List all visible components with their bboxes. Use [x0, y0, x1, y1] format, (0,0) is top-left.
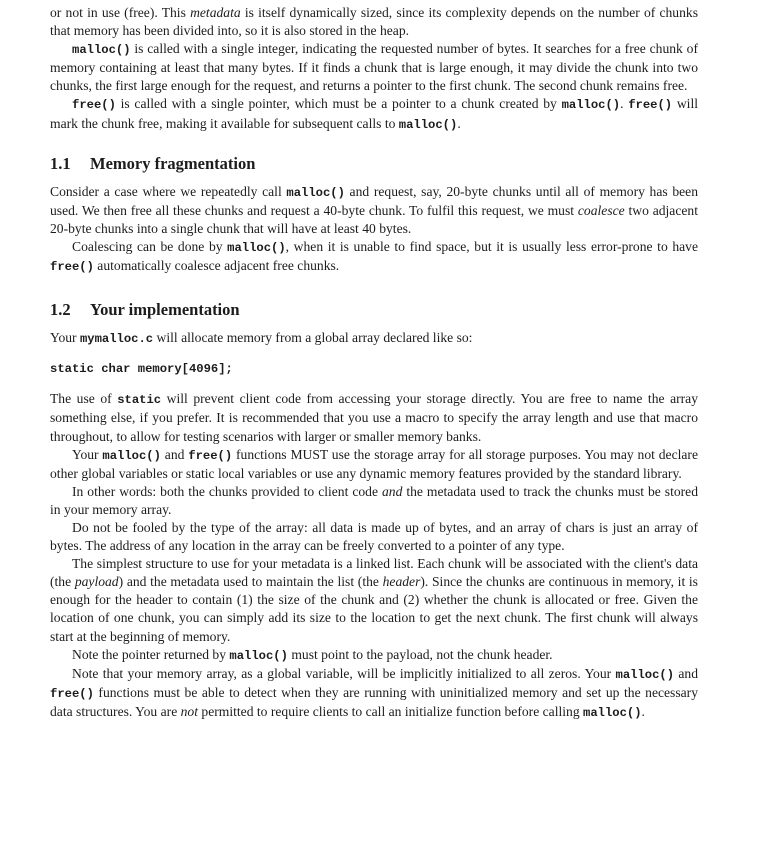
inline-code: malloc() [229, 648, 288, 663]
paragraph [50, 390, 698, 445]
inline-code: malloc() [615, 667, 675, 682]
text-run: functions MUST use the storage array for all storage purposes. You may not declare other global variables or static local variables or use any dynamic memory features provided by the standard library. [50, 446, 698, 481]
text-run: ). Since the chunks are continuous in memory, it is enough for the header to contain (1) the size of the chunk and (2) whether the chunk is allocated or free. Given the location of one chunk, you can simply add its size to the location to get the next chunk. The first chunk will always start at the beginning of memory. [50, 574, 698, 644]
inline-code: free() [628, 98, 673, 113]
text-run: the metadata used to track the chunks must be stored in your memory array. [50, 483, 698, 517]
text-run: will mark the chunk free, making it available for subsequent calls to [50, 96, 699, 131]
text-run: , when it is unable to find space, but it is usually less error-prone to have [285, 238, 699, 254]
section-number: 1.1 [50, 153, 71, 173]
text-run: will prevent client code from accessing your storage directly. You are free to name the array something else, if you prefer. It is recommended that you use a macro to specify the array length and use that macro throughout, to allow for testing scenarios with larger or smaller memory banks. [50, 391, 698, 444]
text-run: Do not be fooled by the type of the array: all data is made up of bytes, and an array of chars is just an array of bytes. The address of any location in the array can be freely converted to a pointer of any type. [50, 519, 698, 554]
code-block: static char memory[4096]; [50, 362, 233, 377]
inline-code: malloc() [227, 240, 286, 255]
inline-code: free() [188, 448, 233, 463]
inline-code: free() [72, 98, 116, 113]
text-run: ) and the metadata used to maintain the list (the [118, 574, 383, 590]
emphasis-text: coalesce [577, 202, 625, 218]
section-heading [50, 154, 698, 174]
text-run: The simplest structure to use for your metadata is a linked list. Each chunk will be associated with the client's data (the [50, 556, 698, 590]
text-run: and [674, 665, 698, 681]
text-run: Consider a case where we repeatedly call [50, 183, 287, 199]
text-run: . [457, 115, 461, 131]
text-run: will allocate memory from a global array declared like so: [153, 330, 473, 346]
paragraph [50, 329, 698, 348]
text-run: permitted to require clients to call an initialize function before calling [198, 703, 584, 719]
text-run: Note that your memory array, as a global variable, will be implicitly initialized to all zeros. Your [72, 665, 616, 681]
text-run: is called with a single integer, indicating the requested number of bytes. It searches for a free chunk of memory containing at least that many bytes. If it finds a chunk that is large enough, it may divide the chunk into two chunks, the first large enough for the request, and returns a pointer to the first chunk. The second chunk remains free. [50, 41, 698, 94]
text-run: and [160, 446, 189, 462]
text-run: . [641, 703, 645, 719]
text-run: Your [72, 446, 103, 462]
text-run: Your [50, 330, 80, 346]
inline-code: malloc() [398, 117, 458, 132]
paragraph [50, 40, 698, 95]
inline-code: free() [50, 260, 94, 275]
text-run: In other words: both the chunks provided to client code [72, 483, 382, 499]
text-run: The use of [50, 391, 118, 407]
inline-code: static [117, 393, 162, 408]
inline-code: malloc() [102, 448, 161, 463]
inline-code: malloc() [561, 98, 621, 113]
emphasis-text: payload [74, 574, 119, 590]
text-run: . [620, 96, 629, 112]
paragraph [50, 4, 698, 40]
paragraph [50, 183, 698, 238]
paragraph [50, 95, 698, 133]
emphasis-text: not [180, 703, 198, 719]
inline-code: mymalloc.c [79, 332, 154, 347]
section-heading [50, 300, 698, 320]
text-run: must point to the payload, not the chunk header. [287, 646, 553, 662]
emphasis-text: metadata [190, 5, 241, 20]
text-run: automatically coalesce adjacent free chunks. [93, 258, 340, 274]
inline-code: malloc() [72, 43, 131, 58]
paragraph [50, 555, 698, 645]
text-run: or not in use (free). This [50, 5, 191, 20]
inline-code: malloc() [286, 185, 345, 200]
text-run: two adjacent 20-byte chunks into a single chunk that will have at least 40 bytes. [50, 202, 698, 236]
text-run: functions must be able to detect when they are running with uninitialized memory and set up the necessary data structures. You are [50, 684, 698, 719]
paragraph [50, 665, 698, 722]
inline-code: malloc() [583, 705, 642, 720]
section-title: Memory fragmentation [90, 153, 256, 173]
text-run: Note the pointer returned by [72, 646, 230, 662]
section-title: Your implementation [90, 300, 240, 320]
text-run: and request, say, 20-byte chunks until all of memory has been used. We then free all these chunks and request a 40-byte chunk. To fulfil this request, we must [50, 183, 698, 218]
text-run: Coalescing can be done by [72, 238, 228, 254]
paragraph [50, 519, 698, 555]
emphasis-text: and [381, 483, 403, 499]
text-run: is itself dynamically sized, since its complexity depends on the number of chunks that memory has been divided into, so it is also stored in the heap. [50, 5, 698, 39]
paragraph [50, 483, 698, 519]
paragraph [50, 446, 698, 483]
paragraph [50, 238, 698, 276]
section-number: 1.2 [50, 300, 71, 320]
emphasis-text: header [382, 574, 421, 590]
inline-code: free() [50, 686, 94, 701]
document-page [50, 4, 698, 722]
text-run: is called with a single pointer, which must be a pointer to a chunk created by [115, 96, 562, 112]
paragraph [50, 646, 698, 665]
